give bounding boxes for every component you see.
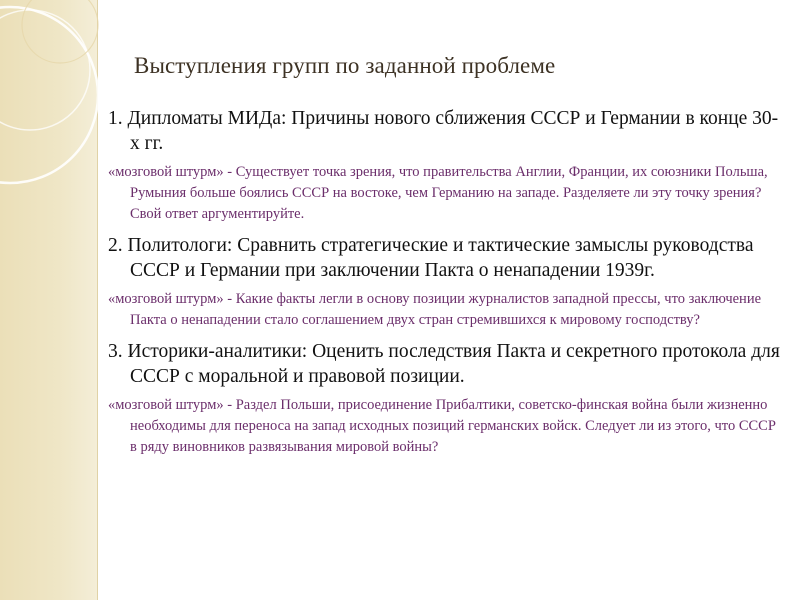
group-item-description: «мозговой штурм» - Какие факты легли в основу позиции журналистов западной прессы, что заключение Пакта о ненападении стало соглашением двух стран стремившихся к мировому господству? <box>108 291 762 328</box>
group-item-2 <box>108 233 780 331</box>
group-item-heading: 3. Историки-аналитики: Оценить последствия Пакта и секретного протокола для СССР с моральной и правовой позиции. <box>108 341 780 387</box>
group-item-heading: 1. Дипломаты МИДа: Причины нового сближения СССР и Германии в конце 30-х гг. <box>108 108 779 154</box>
slide-title: Выступления групп по заданной проблеме <box>134 53 556 78</box>
group-item-description: «мозговой штурм» - Существует точка зрения, что правительства Англии, Франции, их союзники Польша, Румыния больше боялись СССР на востоке, чем Германию на западе. Разделяете ли эту точку зрения? Свой ответ аргументируйте. <box>108 164 768 222</box>
group-item-description: «мозговой штурм» - Раздел Польши, присоединение Прибалтики, советско-финская война были жизненно необходимы для переноса на запад исходных позиций германских войск. Следует ли из этого, что СССР в ряду виновников развязывания мировой войны? <box>108 397 776 455</box>
slide-content <box>108 106 780 458</box>
group-item-heading: 2. Политологи: Сравнить стратегические и тактические замыслы руководства СССР и Германии при заключении Пакта о ненападении 1939г. <box>108 235 754 281</box>
group-item-3 <box>108 339 780 458</box>
group-item-1 <box>108 106 780 225</box>
side-band-decoration <box>0 0 98 600</box>
